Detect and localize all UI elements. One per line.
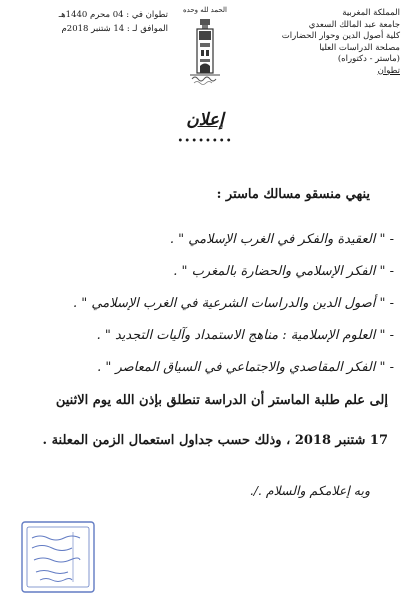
master-tracks-list [14, 224, 394, 384]
date-block [18, 8, 168, 36]
title-dots: •••••••• [177, 136, 233, 147]
official-stamp-icon [18, 518, 98, 596]
program-levels: (ماستر - دكتوراه) [337, 54, 400, 64]
institution-block [225, 8, 400, 77]
intro-line: ينهي منسقو مسالك ماستر : [216, 187, 370, 202]
university-name: جامعة عبد المالك السعدي [308, 19, 400, 30]
country-name: المملكة المغربية [342, 8, 400, 18]
closing-line: وبه إعلامكم والسلام ./. [249, 483, 370, 498]
list-item: - " العقيدة والفكر في الغرب الإسلامي " . [169, 232, 394, 247]
faculty-name: كلية أصول الدين وحوار الحضارات [281, 31, 400, 41]
announcement-title: إعلان [186, 110, 224, 130]
bismillah: الحمد لله وحده [182, 6, 228, 14]
announcement-paragraph-2: 17 شتنبر 2018 ، وذلك حسب جداول استعمال الزمن المعلنة . [42, 433, 388, 448]
announcement-paragraph-1: إلى علم طلبة الماستر أن الدراسة تنطلق بإذن الله يوم الاثنين [55, 393, 388, 408]
list-item: - " أصول الدين والدراسات الشرعية في الغرب الإسلامي " . [73, 296, 394, 311]
gregorian-date: الموافق لـ : 14 شتنبر 2018م [61, 24, 168, 34]
minaret-logo-icon [188, 17, 222, 87]
list-item: - " الفكر المقاصدي والاجتماعي في السياق المعاصر " . [97, 360, 394, 375]
list-item: - " الفكر الإسلامي والحضارة بالمغرب " . [173, 264, 394, 279]
city-name: تطوان [377, 65, 400, 76]
department-name: مصلحة الدراسات العليا [319, 42, 400, 53]
hijri-date: تطوان في : 04 محرم 1440هـ [58, 10, 168, 20]
list-item: - " العلوم الإسلامية : مناهج الاستمداد وآليات التجديد " . [96, 328, 394, 343]
